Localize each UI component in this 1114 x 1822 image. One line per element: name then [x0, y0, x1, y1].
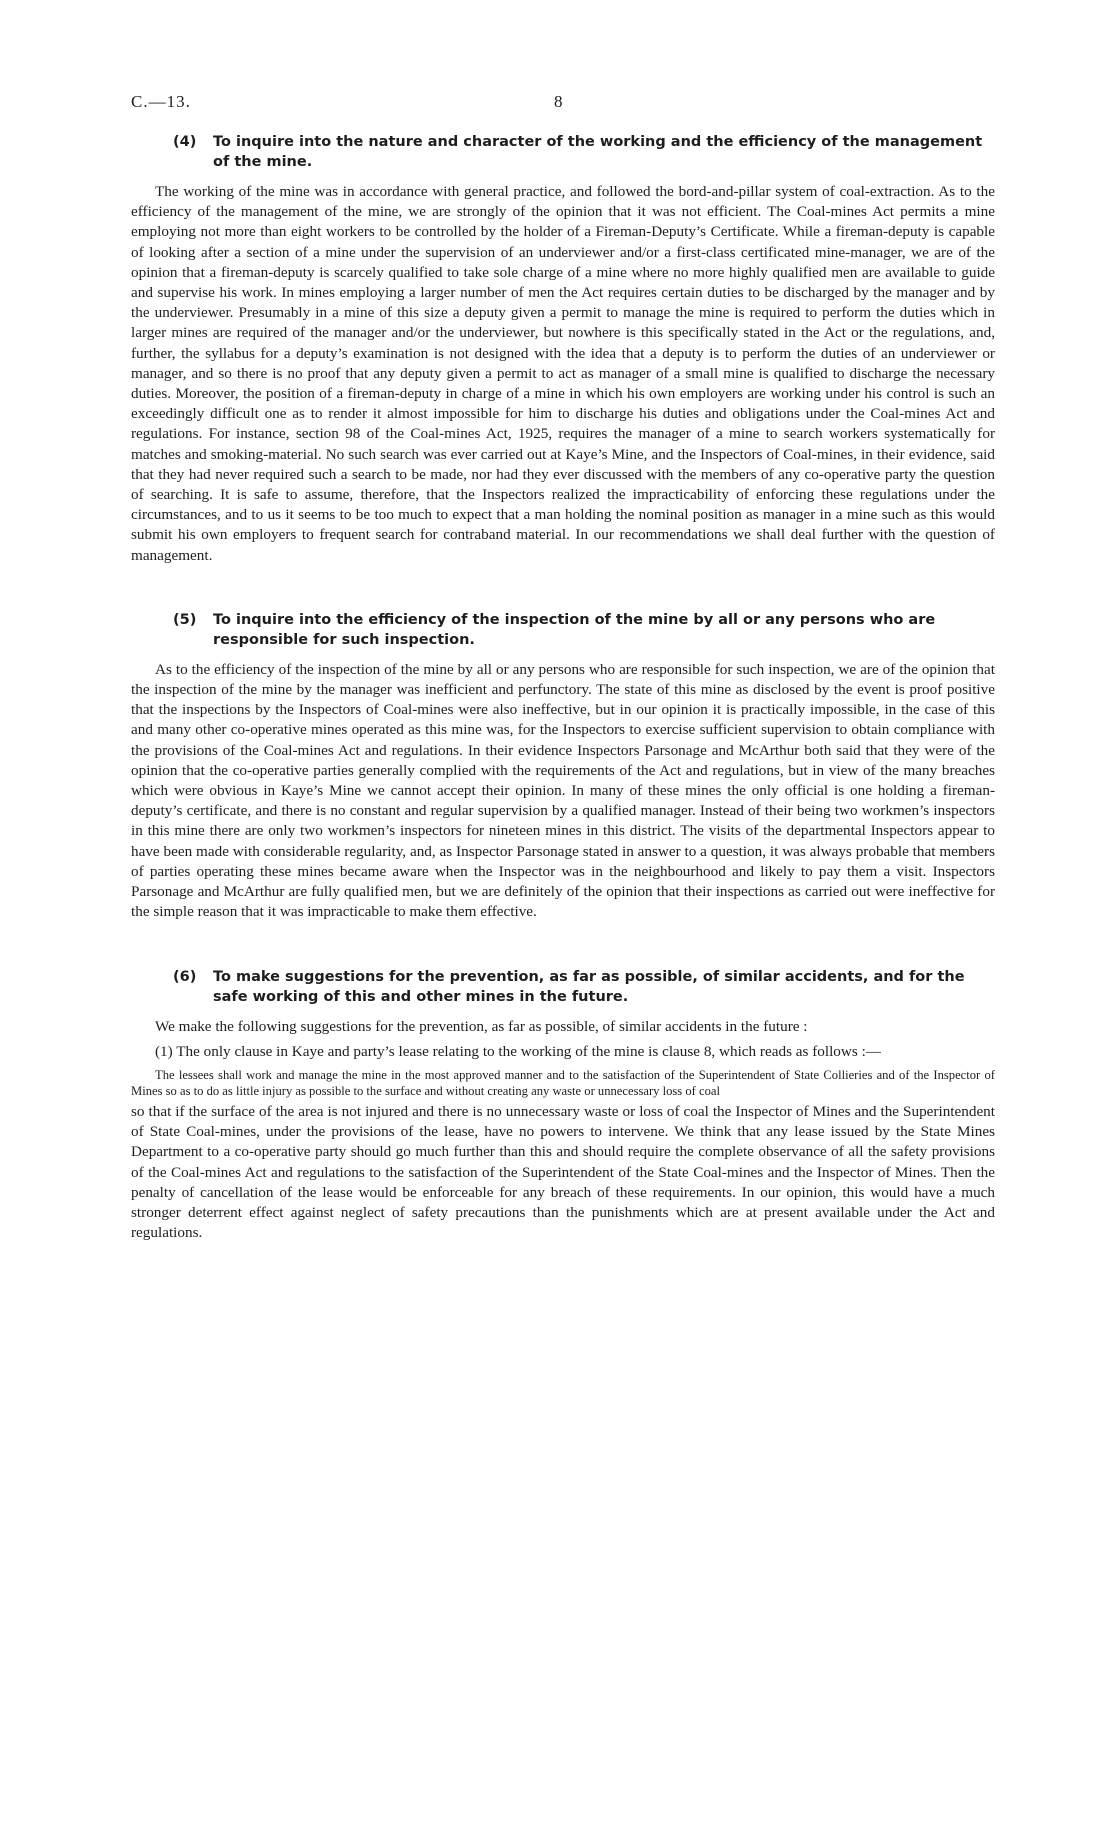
- page-number: 8: [554, 92, 563, 111]
- section-4-heading-text: To inquire into the nature and character of the working and the efficiency of the management of the mine.: [213, 134, 983, 170]
- section-6-item-1: (1) The only clause in Kaye and party’s lease relating to the working of the mine is clause 8, which reads as follows :—: [155, 1042, 881, 1060]
- section-5-heading: [131, 610, 995, 650]
- section-6-intro: We make the following suggestions for the prevention, as far as possible, of similar accidents in the future :: [155, 1017, 808, 1035]
- section-4-paragraph: The working of the mine was in accordance with general practice, and followed the bord-and-pillar system of coal-extraction. As to the efficiency of the management of the mine, we are strongly of the opinion that it was not efficient. The Coal-mines Act permits a mine employing not more than eight workers to be controlled by the holder of a Fireman-Deputy’s Certificate. While a fireman-deputy is capable of looking after a section of a mine under the supervision of an underviewer and/or a first-class certificated mine-manager, we are of the opinion that a fireman-deputy is scarcely qualified to take sole charge of a mine where no more highly qualified men are available to guide and supervise his work. In mines employing a larger number of men the Act requires certain duties to be discharged by the manager and by the underviewer. Presumably in a mine of this size a deputy given a permit to manage the mine is required to perform the duties which in larger mines are required of the manager and/or the underviewer, but nowhere is this specifically stated in the Act or the regulations, and, further, the syllabus for a deputy’s examination is not designed with the idea that a deputy is to perform the duties of an underviewer or manager, and so there is no proof that any deputy given a permit to act as manager of a small mine is qualified to discharge the necessary duties. Moreover, the position of a fireman-deputy in charge of a mine in which his own employers are working under his control is such an exceedingly difficult one as to render it almost impossible for him to discharge his duties and obligations under the Coal-mines Act and regulations. For instance, section 98 of the Coal-mines Act, 1925, requires the manager of a mine to search workers systematically for matches and smoking-material. No such search was ever carried out at Kaye’s Mine, and the Inspectors of Coal-mines, in their evidence, said that they had never required such a search to be made, nor had they ever discussed with the members of any co-operative party the question of searching. It is safe to assume, therefore, that the Inspectors realized the impracticability of enforcing these regulations under the circumstances, and to us it seems to be too much to expect that a man holding the nominal position as manager in a mine such as this would submit his own employers to frequent search for contraband material. In our recommendations we shall deal further with the question of management.: [131, 183, 995, 564]
- section-4: [131, 132, 995, 566]
- section-4-heading: [131, 132, 995, 172]
- section-6-continuation: so that if the surface of the area is not injured and there is no unnecessary waste or loss of coal the Inspector of Mines and the Superintendent of State Coal-mines, under the provisions of the lease, have no powers to intervene. We think that any lease issued by the State Mines Department to a co-operative party should go much further than this and should require the complete observance of all the safety provisions of the Coal-mines Act and regulations to the satisfaction of the Superintendent of the State Coal-mines and the Inspector of Mines. Then the penalty of cancellation of the lease would be enforceable for any breach of these requirements. In our opinion, this would have a much stronger deterrent effect against neglect of safety precautions than the punishments which are at present available under the Act and regulations.: [131, 1102, 995, 1242]
- section-6-heading: [131, 967, 995, 1007]
- section-5: [131, 610, 995, 923]
- section-5-paragraph: As to the efficiency of the inspection of the mine by all or any persons who are responsible for such inspection, we are of the opinion that the inspection of the mine by the manager was inefficient and perfunctory. The state of this mine as disclosed by the event is proof positive that the inspections by the Inspectors of Coal-mines were also ineffective, but in our opinion it is practically impossible, in the case of this and many other co-operative mines operated as this mine was, for the Inspectors to exercise sufficient supervision to obtain compliance with the provisions of the Coal-mines Act and regulations. In their evidence Inspectors Parsonage and McArthur both said that they were of the opinion that the co-operative parties generally complied with the requirements of the Act and regulations, but in view of the many breaches which were obvious in Kaye’s Mine we cannot accept their opinion. In many of these mines the only official is one holding a fireman-deputy’s certificate, and there is no constant and regular supervision by a qualified manager. Instead of their being two workmen’s inspectors in this mine there are only two workmen’s inspectors for nineteen mines in this district. The visits of the departmental Inspectors appear to have been made with considerable regularity, and, as Inspector Parsonage stated in answer to a question, it was always probable that members of parties operating these mines became aware when the Inspector was in the neighbourhood and likely to pay them a visit. Inspectors Parsonage and McArthur are fully qualified men, but we are definitely of the opinion that their inspections as carried out were ineffective for the simple reason that it was impracticable to make them effective.: [131, 660, 995, 921]
- section-4-number: (4): [173, 134, 197, 150]
- section-6: [131, 967, 995, 1244]
- section-6-heading-text: To make suggestions for the prevention, as far as possible, of similar accidents, and for the safe working of this and other mines in the future.: [213, 968, 965, 1005]
- running-header: [131, 92, 995, 118]
- section-5-heading-text: To inquire into the efficiency of the inspection of the mine by all or any persons who are responsible for such inspection.: [213, 611, 936, 648]
- section-6-number: (6): [173, 968, 197, 985]
- section-5-number: (5): [173, 611, 197, 628]
- document-reference: C.—13.: [131, 92, 191, 111]
- document-page: [131, 92, 995, 1243]
- lease-clause-quote: The lessees shall work and manage the mine in the most approved manner and to the satisfaction of the Superintendent of State Collieries and of the Inspector of Mines so as to do as little injury as possible to the surface and without creating any waste or unnecessary loss of coal: [131, 1067, 995, 1098]
